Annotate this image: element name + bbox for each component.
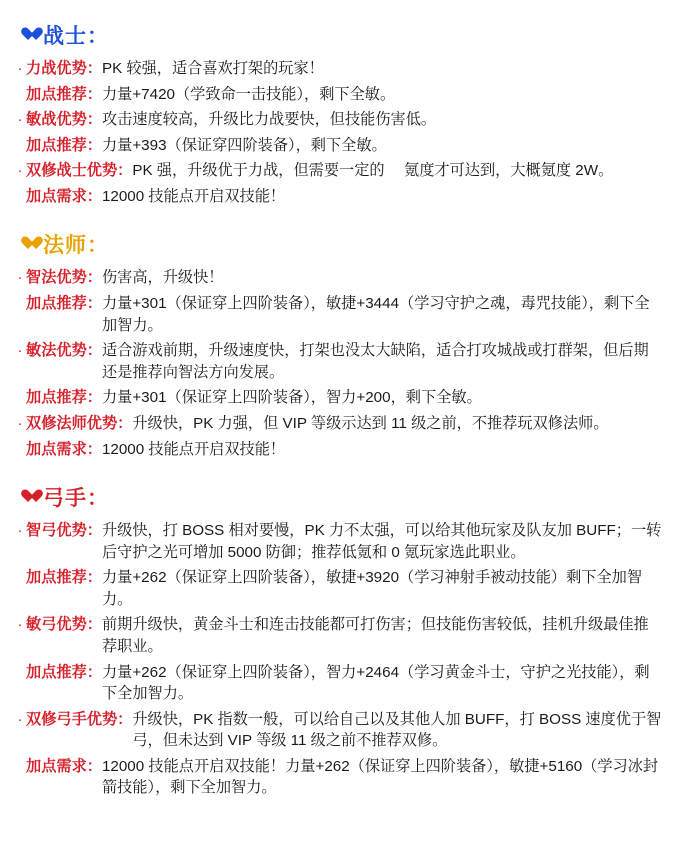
row-text: 升级快，PK 力强，但 VIP 等级示达到 11 级之前，不推荐玩双修法师。 (132, 414, 609, 432)
row-label: 加点推荐： (26, 389, 102, 407)
row-label: 加点推荐： (26, 85, 102, 103)
row-text: 升级快，PK 指数一般，可以给自己以及其他人加 BUFF，打 BOSS 速度优于智弓，但未达到 VIP 等级 11 级之前不推荐双修。 (132, 710, 662, 750)
text-row (14, 413, 663, 435)
section-title: 弓手： (43, 487, 109, 511)
section-warrior (14, 20, 663, 207)
row-text: 攻击速度较高，升级比力战要快，但技能伤害低。 (101, 111, 437, 129)
row-text: 前期升级快，黄金斗士和连击技能都可打伤害；但技能伤害较低，挂机升级最佳推荐职业。 (101, 616, 649, 655)
bullet-marker: · (17, 269, 23, 287)
row-text: 伤害高，升级快！ (101, 269, 224, 287)
text-row (14, 109, 663, 131)
bullet-marker: · (17, 522, 23, 540)
row-label: 智法优势： (26, 269, 102, 287)
text-row (14, 160, 663, 182)
text-row (14, 439, 663, 461)
section-heading-mage (20, 229, 663, 259)
row-text: 力量+7420（学致命一击技能），剩下全敏。 (101, 85, 396, 103)
row-text: 力量+393（保证穿四阶装备），剩下全敏。 (101, 136, 387, 154)
row-label: 敏法优势： (26, 342, 102, 360)
row-text: PK 较强，适合喜欢打架的玩家！ (101, 60, 324, 77)
row-label: 加点需求： (26, 440, 102, 458)
section-archer (14, 482, 663, 799)
text-row (14, 135, 663, 157)
row-label: 双修法师优势： (26, 414, 133, 432)
row-text: 适合游戏前期，升级速度快，打架也没太大缺陷，适合打攻城战或打群架，但后期还是推荐向智法方向发展。 (101, 342, 649, 381)
row-text: 12000 技能点开启双技能！ (101, 187, 286, 205)
text-row (14, 709, 663, 752)
section-divider (14, 464, 663, 476)
row-text: 12000 技能点开启双技能！力量+262（保证穿上四阶装备），敏捷+5160（学习冰封箭技能），剩下全加智力。 (101, 757, 659, 797)
section-title: 战士： (43, 25, 109, 48)
text-row (14, 293, 663, 336)
row-label: 加点推荐： (26, 663, 102, 681)
heart-icon (20, 27, 36, 43)
section-mage (14, 229, 663, 460)
row-label: 加点需求： (26, 757, 102, 775)
bullet-marker: · (17, 60, 23, 77)
section-divider (14, 211, 663, 223)
text-row (14, 662, 663, 705)
row-label: 智弓优势： (26, 522, 102, 540)
bullet-marker: · (17, 710, 23, 728)
row-label: 加点需求： (26, 187, 102, 205)
bullet-marker: · (17, 111, 23, 129)
row-label: 加点推荐： (26, 569, 102, 587)
section-title: 法师： (43, 234, 109, 258)
text-row (14, 58, 663, 80)
row-text: PK 强，升级优于力战，但需要一定的 氪度才可达到，大概氪度 2W。 (132, 162, 614, 180)
row-label: 敏弓优势： (26, 616, 102, 634)
row-text: 升级快，打 BOSS 相对要慢，PK 力不太强，可以给其他玩家及队友加 BUFF；一转后守护之光可增加 5000 防御；推荐低氪和 0 氪玩家选此职业。 (101, 522, 662, 561)
text-row (14, 340, 663, 383)
row-label: 双修战士优势： (26, 162, 133, 180)
heart-icon (20, 236, 36, 252)
row-text: 力量+301（保证穿上四阶装备），敏捷+3444（学习守护之魂，毒咒技能），剩下全加智力。 (101, 295, 650, 334)
text-row (14, 387, 663, 409)
bullet-marker: · (17, 616, 23, 634)
text-row (14, 567, 663, 610)
section-heading-archer (20, 482, 663, 512)
heart-icon (20, 489, 36, 505)
row-text: 力量+262（保证穿上四阶装备），敏捷+3920（学习神射手被动技能）剩下全加智力。 (101, 569, 643, 608)
bullet-marker: · (17, 162, 23, 180)
row-label: 敏战优势： (26, 111, 102, 129)
bullet-marker: · (17, 342, 23, 360)
row-label: 加点推荐： (26, 295, 102, 313)
text-row (14, 186, 663, 208)
text-row (14, 267, 663, 289)
row-text: 力量+301（保证穿上四阶装备），智力+200，剩下全敏。 (101, 389, 482, 407)
row-label: 加点推荐： (26, 136, 102, 154)
bullet-marker: · (17, 414, 23, 432)
text-row (14, 520, 663, 563)
text-row (14, 614, 663, 657)
section-heading-warrior (20, 20, 663, 50)
row-label: 力战优势： (26, 60, 102, 77)
row-text: 力量+262（保证穿上四阶装备），智力+2464（学习黄金斗士，守护之光技能），剩下全加智力。 (101, 663, 650, 703)
text-row (14, 756, 663, 799)
row-text: 12000 技能点开启双技能！ (101, 440, 286, 458)
row-label: 双修弓手优势： (26, 710, 133, 728)
text-row (14, 84, 663, 106)
